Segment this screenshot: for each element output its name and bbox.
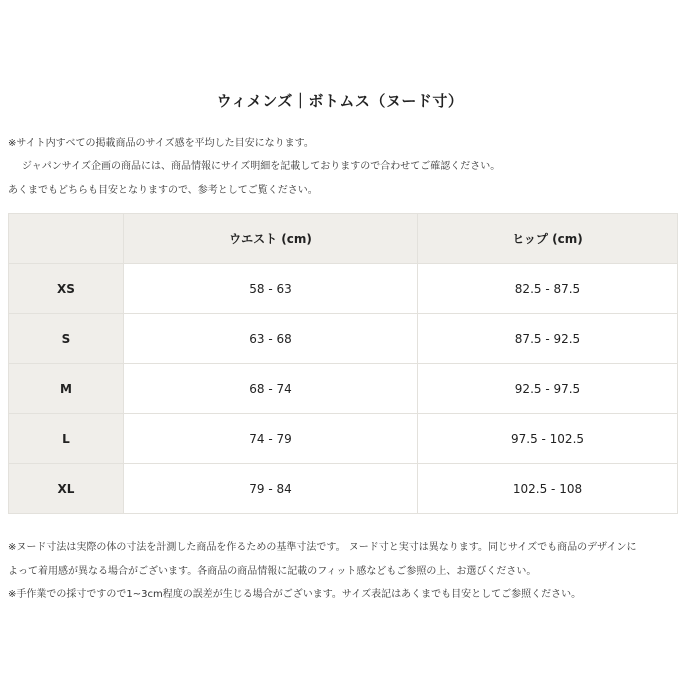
table-row	[9, 314, 678, 364]
table-row	[9, 464, 678, 514]
waist-value: 63 - 68	[124, 314, 418, 364]
note-fit-difference: よって着用感が異なる場合がございます。各商品の商品情報に記載のフィット感などもご参照の上、お選びください。	[8, 566, 537, 577]
waist-value: 79 - 84	[124, 464, 418, 514]
hip-value: 87.5 - 92.5	[418, 314, 678, 364]
waist-value: 58 - 63	[124, 264, 418, 314]
table-row	[9, 414, 678, 464]
table-row	[9, 364, 678, 414]
table-header-row	[9, 214, 678, 264]
header-waist: ウエスト (cm)	[124, 214, 418, 264]
hip-value: 102.5 - 108	[418, 464, 678, 514]
hip-value: 97.5 - 102.5	[418, 414, 678, 464]
header-hip: ヒップ (cm)	[418, 214, 678, 264]
size-label: L	[9, 414, 124, 464]
table-row	[9, 264, 678, 314]
hip-value: 82.5 - 87.5	[418, 264, 678, 314]
size-label: S	[9, 314, 124, 364]
size-label: M	[9, 364, 124, 414]
note-average-size: ※サイト内すべての掲載商品のサイズ感を平均した目安になります。	[8, 138, 314, 149]
size-label: XL	[9, 464, 124, 514]
waist-value: 74 - 79	[124, 414, 418, 464]
header-size	[9, 214, 124, 264]
note-nude-size: ※ヌード寸法は実際の体の寸法を計測した商品を作るための基準寸法です。 ヌード寸と実寸は異なります。同じサイズでも商品のデザインに	[8, 542, 637, 553]
page-title: ウィメンズ｜ボトムス（ヌード寸）	[216, 92, 464, 110]
note-japan-size: ジャパンサイズ企画の商品には、商品情報にサイズ明細を記載しておりますので合わせてご確認ください。	[22, 161, 501, 172]
hip-value: 92.5 - 97.5	[418, 364, 678, 414]
note-reference: あくまでもどちらも目安となりますので、参考としてご覧ください。	[8, 185, 318, 196]
note-measurement-error: ※手作業での採寸ですので1~3cm程度の誤差が生じる場合がございます。サイズ表記はあくまでも目安としてご参照ください。	[8, 589, 582, 600]
size-label: XS	[9, 264, 124, 314]
waist-value: 68 - 74	[124, 364, 418, 414]
size-table	[8, 213, 678, 514]
